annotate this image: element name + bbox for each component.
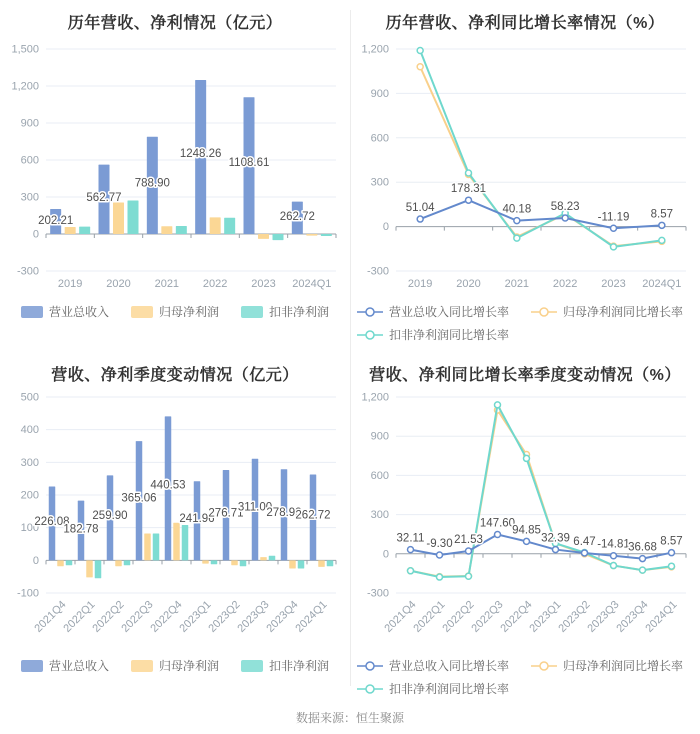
legend-item[interactable] <box>531 303 683 320</box>
legend-label: 扣非净利润 <box>269 659 330 673</box>
svg-text:21.53: 21.53 <box>454 533 483 546</box>
legend-swatch <box>131 306 153 318</box>
svg-text:-300: -300 <box>366 587 389 600</box>
svg-text:2022Q1: 2022Q1 <box>411 598 448 635</box>
svg-text:-100: -100 <box>16 587 39 600</box>
quarterly-growth-line-chart[interactable] <box>350 387 700 649</box>
chart-legend <box>357 303 693 343</box>
legend-item[interactable] <box>357 303 509 320</box>
legend-item[interactable] <box>531 657 683 674</box>
svg-text:2024Q1: 2024Q1 <box>642 278 682 290</box>
svg-text:600: 600 <box>20 154 39 167</box>
svg-text:259.90: 259.90 <box>92 510 128 523</box>
svg-text:-14.81: -14.81 <box>597 538 630 551</box>
svg-text:94.85: 94.85 <box>512 524 541 537</box>
legend-swatch <box>241 306 263 318</box>
svg-text:1,200: 1,200 <box>361 43 389 56</box>
svg-text:900: 900 <box>370 430 389 443</box>
svg-text:2021: 2021 <box>504 278 530 290</box>
legend-label: 扣非净利润同比增长率 <box>389 682 510 696</box>
svg-text:32.39: 32.39 <box>541 532 570 545</box>
legend-item[interactable] <box>357 326 509 343</box>
chart-title: 历年营收、净利情况（亿元） <box>67 15 283 32</box>
svg-text:2023Q4: 2023Q4 <box>614 598 651 635</box>
legend-swatch <box>21 660 43 672</box>
chart-panel-yearly-growth <box>350 0 700 352</box>
svg-text:278.92: 278.92 <box>266 506 302 519</box>
legend-line-icon <box>357 329 383 341</box>
svg-text:2023Q2: 2023Q2 <box>556 598 593 635</box>
svg-text:300: 300 <box>370 176 389 189</box>
legend-label: 归母净利润 <box>158 659 219 673</box>
svg-text:0: 0 <box>382 548 389 561</box>
svg-text:1108.61: 1108.61 <box>228 156 270 169</box>
chart-title: 营收、净利季度变动情况（亿元） <box>51 367 299 384</box>
svg-text:2019: 2019 <box>407 278 433 290</box>
svg-text:0: 0 <box>32 554 39 567</box>
legend-label: 归母净利润 <box>158 305 219 319</box>
svg-text:8.57: 8.57 <box>660 535 683 548</box>
legend-label: 营业总收入 <box>48 305 109 319</box>
svg-text:226.08: 226.08 <box>34 515 70 528</box>
chart-legend <box>21 303 329 320</box>
svg-text:100: 100 <box>20 522 39 535</box>
svg-text:241.96: 241.96 <box>179 513 215 526</box>
legend-swatch <box>131 660 153 672</box>
legend-label: 营业总收入同比增长率 <box>389 659 510 673</box>
svg-text:2023Q3: 2023Q3 <box>585 598 622 635</box>
legend-item[interactable] <box>357 680 509 697</box>
legend-item[interactable] <box>241 303 329 320</box>
svg-text:178.31: 178.31 <box>450 183 487 196</box>
svg-text:600: 600 <box>370 132 389 145</box>
svg-text:2022: 2022 <box>202 278 228 290</box>
legend-line-icon <box>531 660 557 672</box>
legend-item[interactable] <box>21 657 109 674</box>
svg-text:-9.30: -9.30 <box>426 538 453 551</box>
svg-text:262.72: 262.72 <box>295 509 331 522</box>
legend-swatch <box>21 306 43 318</box>
svg-text:2023Q3: 2023Q3 <box>235 598 272 635</box>
svg-text:2020: 2020 <box>456 278 481 290</box>
svg-text:2023Q4: 2023Q4 <box>264 598 301 635</box>
svg-text:365.06: 365.06 <box>121 492 157 505</box>
svg-text:562.77: 562.77 <box>86 191 122 204</box>
svg-text:300: 300 <box>370 509 389 522</box>
svg-text:400: 400 <box>20 424 39 437</box>
chart-title: 历年营收、净利同比增长率情况（%） <box>385 15 665 32</box>
svg-text:0: 0 <box>32 228 39 241</box>
legend-line-icon <box>357 306 383 318</box>
svg-text:-300: -300 <box>366 265 389 278</box>
svg-text:36.68: 36.68 <box>628 541 657 554</box>
chart-legend <box>357 657 693 697</box>
svg-text:-11.19: -11.19 <box>597 211 630 224</box>
svg-text:2022Q3: 2022Q3 <box>469 598 506 635</box>
svg-text:2022Q2: 2022Q2 <box>440 598 477 635</box>
svg-text:2020: 2020 <box>106 278 131 290</box>
column-divider <box>350 10 351 686</box>
svg-text:1,500: 1,500 <box>11 43 39 56</box>
legend-label: 扣非净利润 <box>269 305 330 319</box>
legend-line-icon <box>357 683 383 695</box>
svg-text:40.18: 40.18 <box>502 203 532 216</box>
svg-text:1248.26: 1248.26 <box>179 147 222 160</box>
legend-item[interactable] <box>131 657 219 674</box>
svg-text:2022Q1: 2022Q1 <box>61 598 98 635</box>
svg-text:900: 900 <box>20 117 39 130</box>
chart-title: 营收、净利同比增长率季度变动情况（%） <box>369 367 681 384</box>
chart-panel-yearly-bar <box>0 0 350 352</box>
yearly-growth-line-chart[interactable] <box>350 35 700 295</box>
legend-label: 营业总收入 <box>48 659 109 673</box>
svg-text:300: 300 <box>20 456 39 469</box>
legend-label: 营业总收入同比增长率 <box>389 305 510 319</box>
svg-text:2022Q4: 2022Q4 <box>498 598 535 635</box>
legend-item[interactable] <box>241 657 329 674</box>
chart-panel-quarterly-bar <box>0 352 350 700</box>
svg-text:8.57: 8.57 <box>650 208 674 221</box>
svg-text:2021Q4: 2021Q4 <box>32 598 69 635</box>
svg-text:2019: 2019 <box>57 278 83 290</box>
svg-text:600: 600 <box>370 469 389 482</box>
svg-text:311.00: 311.00 <box>237 501 273 514</box>
legend-item[interactable] <box>21 303 109 320</box>
legend-item[interactable] <box>131 303 219 320</box>
svg-text:6.47: 6.47 <box>573 535 596 548</box>
svg-text:2022Q4: 2022Q4 <box>148 598 185 635</box>
svg-text:51.04: 51.04 <box>405 202 435 215</box>
svg-text:276.71: 276.71 <box>208 507 244 520</box>
data-source: 数据来源：恒生聚源 <box>295 711 404 725</box>
svg-text:147.60: 147.60 <box>479 517 516 530</box>
legend-item[interactable] <box>357 657 509 674</box>
svg-text:182.78: 182.78 <box>63 523 99 536</box>
chart-legend <box>21 657 329 674</box>
svg-text:2024Q1: 2024Q1 <box>292 278 332 290</box>
svg-text:200: 200 <box>20 489 39 502</box>
svg-text:2023Q1: 2023Q1 <box>177 598 214 635</box>
svg-text:1,200: 1,200 <box>361 391 389 404</box>
svg-text:2023: 2023 <box>601 278 626 290</box>
svg-text:-300: -300 <box>16 265 39 278</box>
svg-text:2022Q3: 2022Q3 <box>119 598 156 635</box>
svg-text:58.23: 58.23 <box>550 200 580 213</box>
svg-text:2022: 2022 <box>552 278 578 290</box>
svg-text:300: 300 <box>20 191 39 204</box>
svg-text:440.53: 440.53 <box>150 479 186 492</box>
svg-text:0: 0 <box>382 221 389 234</box>
svg-text:2023: 2023 <box>251 278 276 290</box>
svg-text:2023Q1: 2023Q1 <box>527 598 564 635</box>
legend-label: 归母净利润同比增长率 <box>563 305 684 319</box>
svg-text:900: 900 <box>370 87 389 100</box>
svg-text:2022Q2: 2022Q2 <box>90 598 127 635</box>
svg-text:32.11: 32.11 <box>396 532 425 545</box>
svg-text:1,200: 1,200 <box>11 80 39 93</box>
svg-text:2023Q2: 2023Q2 <box>206 598 243 635</box>
quarterly-revenue-bar-chart[interactable] <box>0 387 350 649</box>
svg-text:2021Q4: 2021Q4 <box>382 598 419 635</box>
legend-line-icon <box>357 660 383 672</box>
svg-text:788.90: 788.90 <box>134 177 170 190</box>
legend-line-icon <box>531 306 557 318</box>
svg-text:2024Q1: 2024Q1 <box>293 598 330 635</box>
svg-text:202.21: 202.21 <box>38 215 74 228</box>
yearly-revenue-bar-chart[interactable] <box>0 35 350 295</box>
legend-label: 归母净利润同比增长率 <box>563 659 684 673</box>
legend-swatch <box>241 660 263 672</box>
svg-text:262.72: 262.72 <box>279 211 315 224</box>
svg-text:2021: 2021 <box>154 278 180 290</box>
svg-text:2024Q1: 2024Q1 <box>643 598 680 635</box>
chart-panel-quarterly-growth <box>350 352 700 700</box>
svg-text:500: 500 <box>20 391 39 404</box>
legend-label: 扣非净利润同比增长率 <box>389 328 510 342</box>
